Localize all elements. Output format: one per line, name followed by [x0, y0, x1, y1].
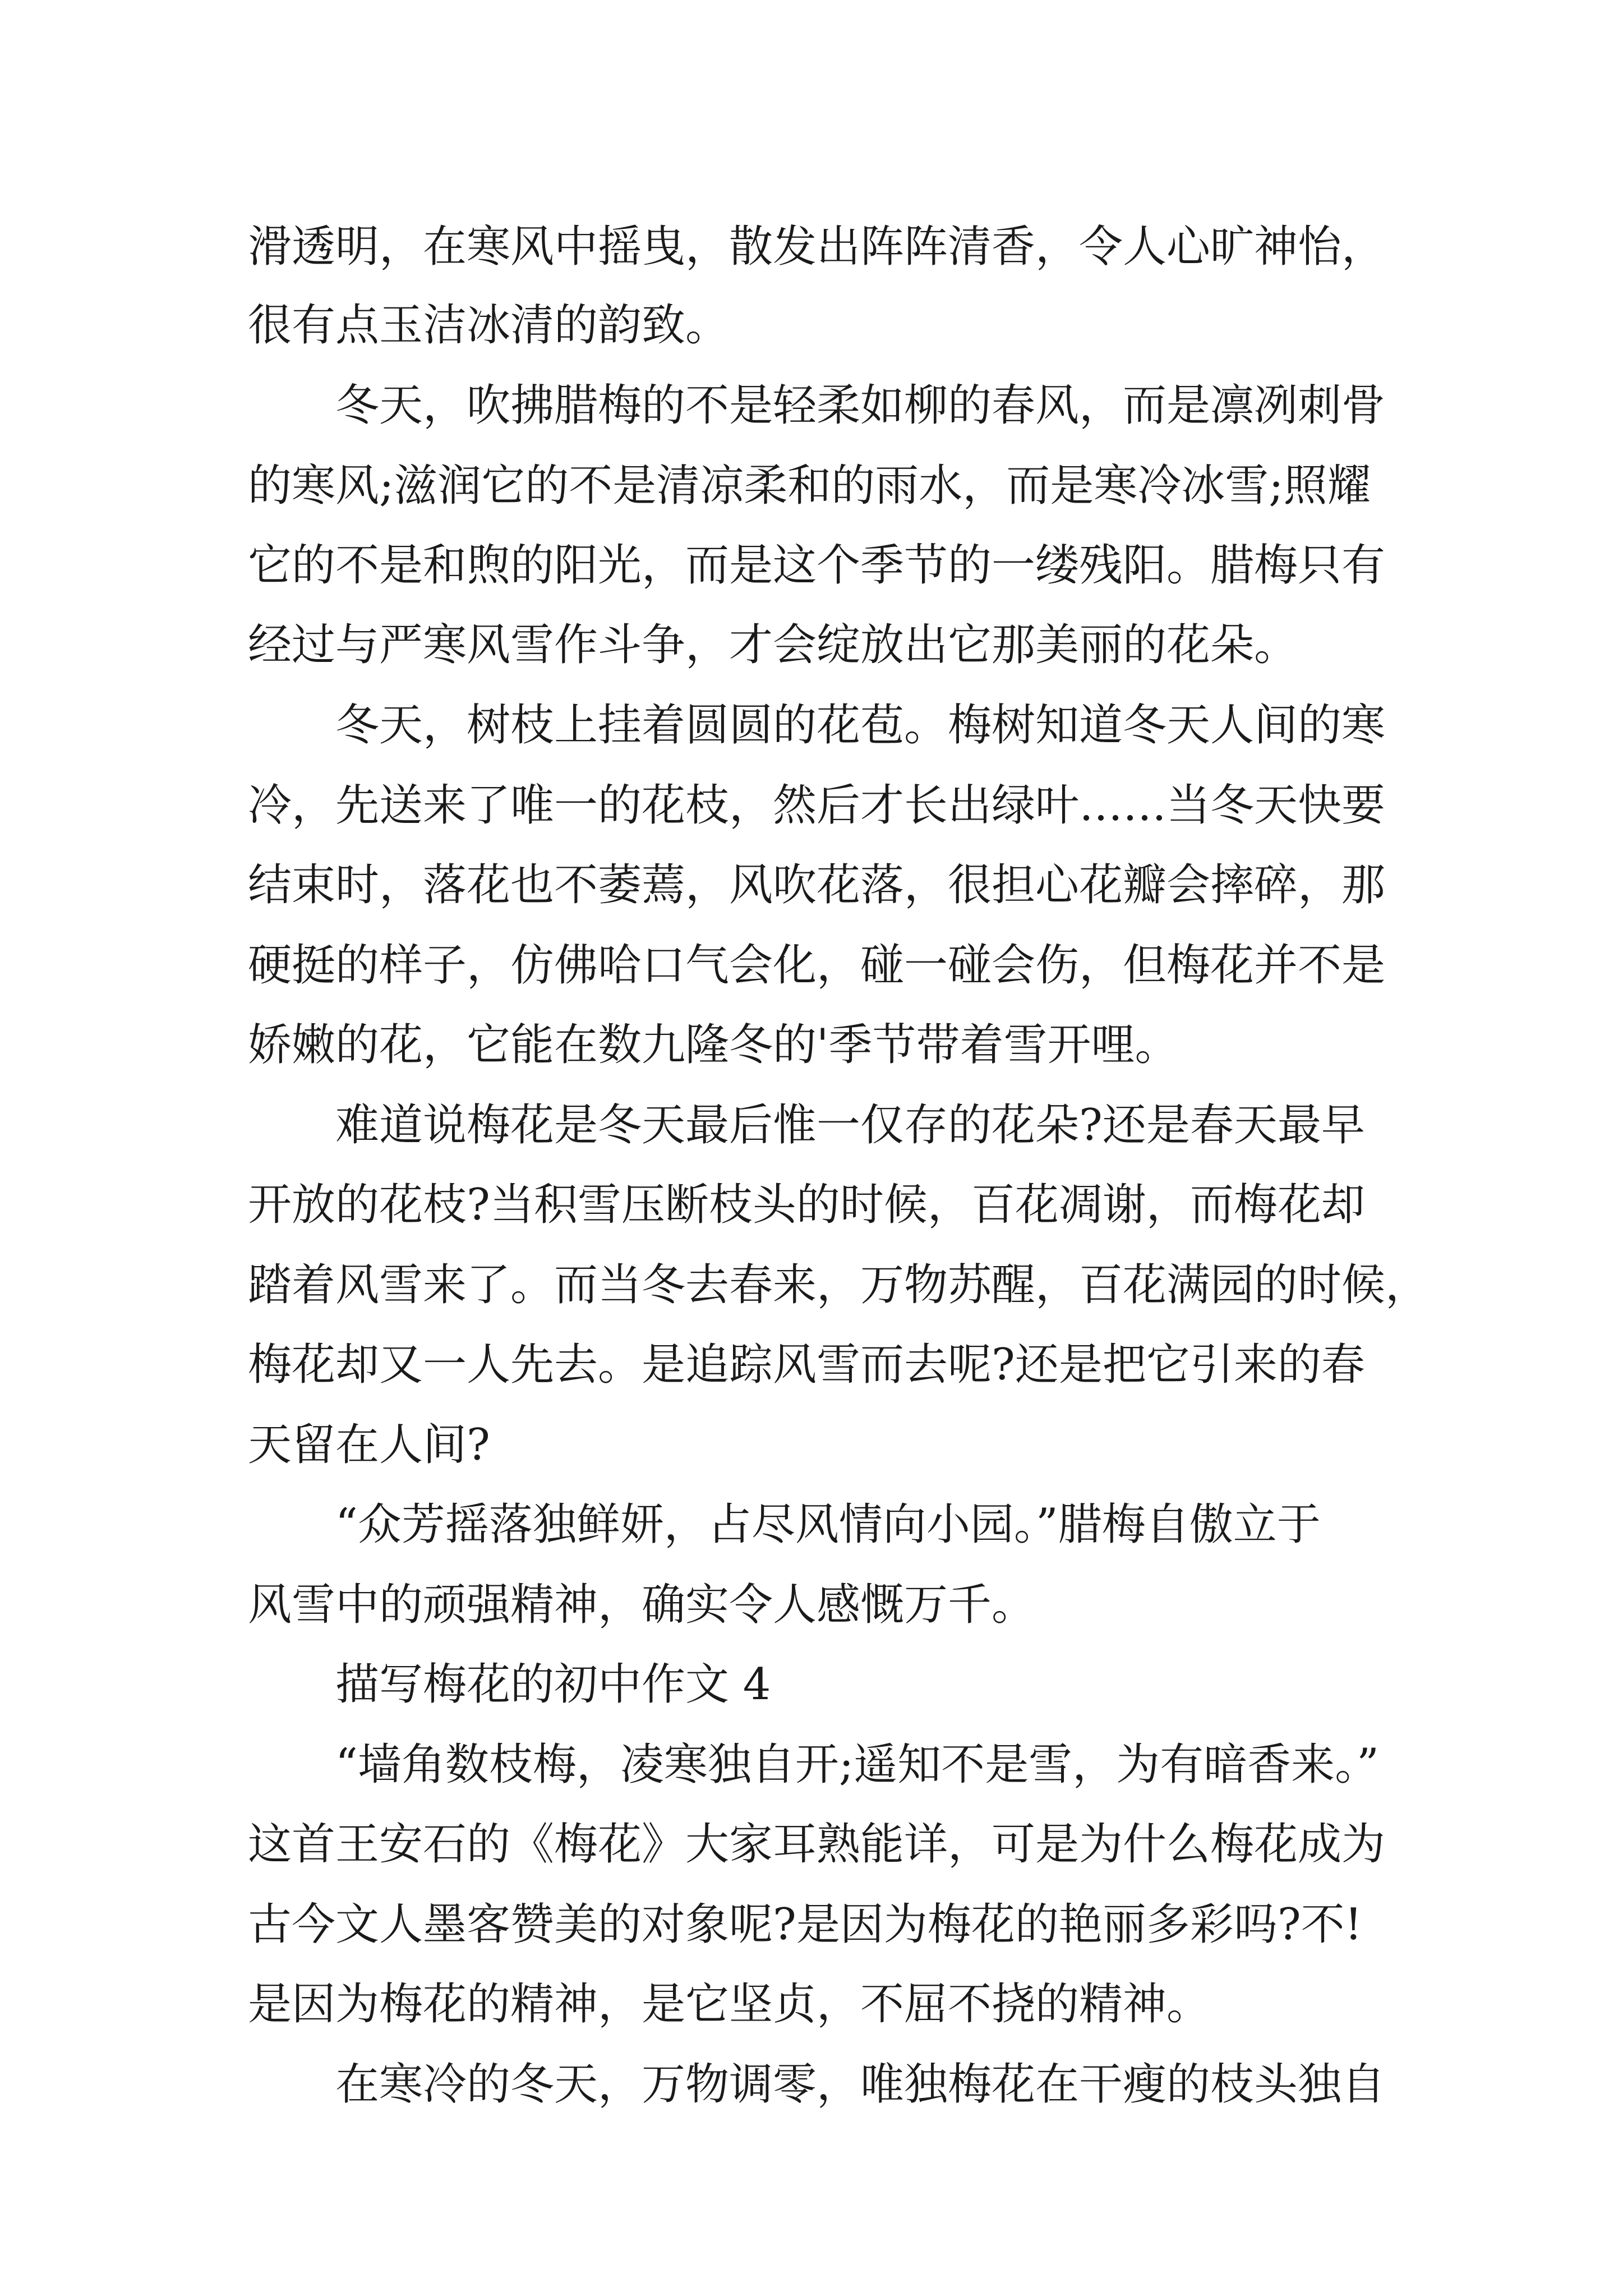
text-line: 娇嫩的花，它能在数九隆冬的'季节带着雪开哩。	[248, 1020, 1179, 1070]
paragraph-start-line: 冬天，树枝上挂着圆圆的花苞。梅树知道冬天人间的寒	[335, 700, 1386, 751]
text-line: 很有点玉洁冰清的韵致。	[248, 300, 730, 351]
text-line: 结束时，落花也不萎蔫，风吹花落，很担心花瓣会摔碎，那	[248, 860, 1386, 910]
text-line: 这首王安石的《梅花》大家耳熟能详，可是为什么梅花成为	[248, 1819, 1386, 1870]
text-line: 它的不是和煦的阳光，而是这个季节的一缕残阳。腊梅只有	[248, 540, 1386, 591]
paragraph-start-line: 难道说梅花是冬天最后惟一仅存的花朵?还是春天最早	[335, 1100, 1365, 1151]
paragraph-start-line: 在寒冷的冬天，万物调零，唯独梅花在干瘦的枝头独自	[335, 2059, 1386, 2110]
text-line: 踏着风雪来了。而当冬去春来，万物苏醒，百花满园的时候，	[248, 1260, 1430, 1310]
text-line: 冷，先送来了唯一的花枝，然后才长出绿叶……当冬天快要	[248, 780, 1386, 831]
text-line: 滑透明，在寒风中摇曳，散发出阵阵清香，令人心旷神怡，	[248, 222, 1386, 272]
section-heading: 描写梅花的初中作文 4	[335, 1659, 771, 1710]
text-line: 经过与严寒风雪作斗争，才会绽放出它那美丽的花朵。	[248, 620, 1298, 670]
text-line: 梅花却又一人先去。是追踪风雪而去呢?还是把它引来的春	[248, 1340, 1365, 1390]
paragraph-start-line: “众芳摇落独鲜妍，占尽风情向小园。”腊梅自傲立于	[335, 1499, 1321, 1550]
paragraph-start-line: 冬天，吹拂腊梅的不是轻柔如柳的春风，而是凛冽刺骨	[335, 380, 1386, 431]
text-line: 古今文人墨客赞美的对象呢?是因为梅花的艳丽多彩吗?不!	[248, 1899, 1362, 1950]
text-line: 开放的花枝?当积雪压断枝头的时候，百花凋谢，而梅花却	[248, 1180, 1365, 1230]
text-line: 是因为梅花的精神，是它坚贞，不屈不挠的精神。	[248, 1979, 1211, 2030]
text-line: 硬挺的样子，仿佛哈口气会化，碰一碰会伤，但梅花并不是	[248, 940, 1386, 991]
paragraph-start-line: “墙角数枝梅，凌寒独自开;遥知不是雪，为有暗香来。”	[335, 1740, 1380, 1790]
text-line: 风雪中的顽强精神，确实令人感慨万千。	[248, 1580, 1036, 1630]
text-line: 天留在人间?	[248, 1420, 490, 1470]
text-line: 的寒风;滋润它的不是清凉柔和的雨水，而是寒冷冰雪;照耀	[248, 461, 1371, 511]
